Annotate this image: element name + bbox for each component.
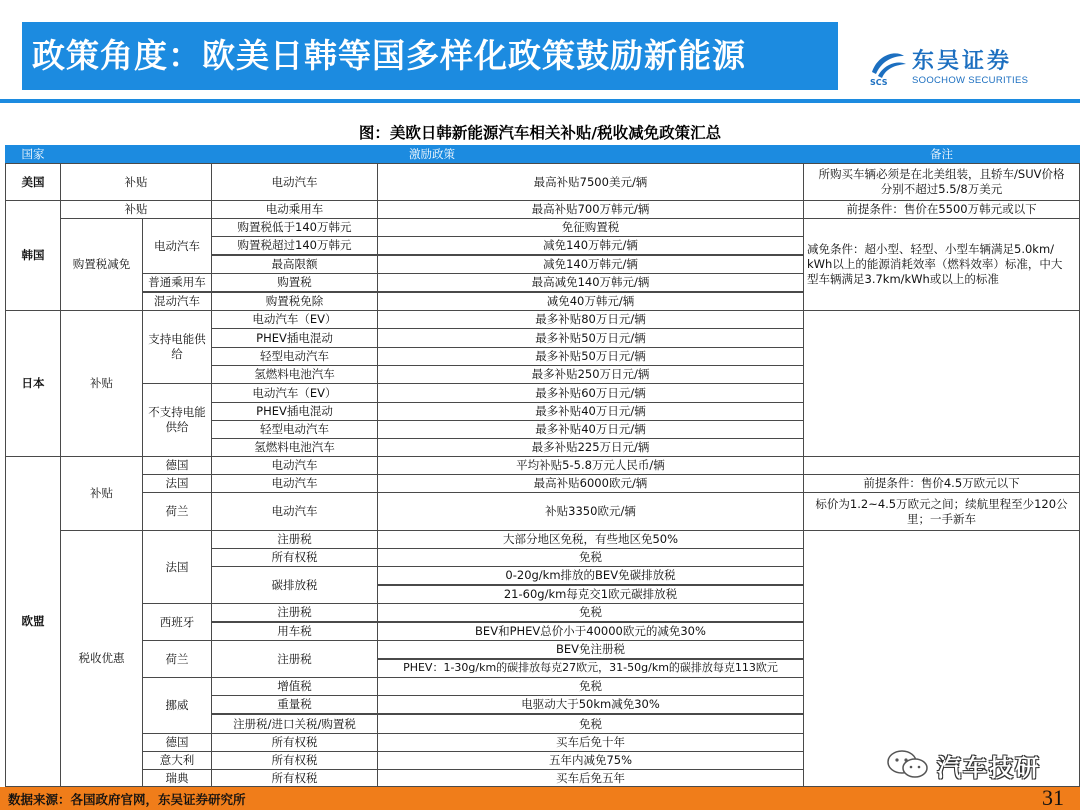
eu-tail-tax-1: 所有权税 — [211, 733, 378, 752]
jp-amount-1: 最多补贴80万日元/辆 — [377, 310, 804, 329]
policy-table — [5, 145, 1080, 787]
watermark-text: 汽车技研 — [937, 754, 1041, 782]
eu-de-amount: 平均补贴5-5.8万元人民币/辆 — [377, 456, 804, 475]
header-note: 备注 — [803, 145, 1080, 164]
kr-sub-note: 前提条件：售价在5500万韩元或以下 — [803, 200, 1080, 219]
jp-amount-5: 最多补贴60万日元/辆 — [377, 383, 804, 403]
kr-ev-cond-2: 购置税超过140万韩元 — [211, 236, 378, 255]
us-amount: 最高补贴7500美元/辆 — [377, 163, 804, 201]
eu-tail-country-1: 德国 — [142, 733, 212, 752]
eu-es-tax-desc-1: 免税 — [377, 603, 804, 622]
kr-ice-cond: 购置税 — [211, 273, 378, 292]
eu-no-tax-3: 注册税/进口关税/购置税 — [211, 714, 378, 734]
eu-tail-tax-2: 所有权税 — [211, 751, 378, 770]
kr-sub-vehicle: 电动乘用车 — [211, 200, 378, 219]
kr-ev-val-3: 减免140万韩元/辆 — [377, 255, 804, 274]
eu-fr-tax-desc-1: 大部分地区免税，有些地区免50% — [377, 530, 804, 549]
jp-vehicle-6: PHEV插电混动 — [211, 402, 378, 421]
eu-tax-es: 西班牙 — [142, 603, 212, 641]
header-country: 国家 — [5, 145, 61, 164]
eu-fr-tax-desc-2: 免税 — [377, 548, 804, 567]
header-divider — [0, 99, 1080, 103]
data-source: 数据来源：各国政府官网，东吴证券研究所 — [8, 792, 246, 807]
kr-tax-type: 购置税减免 — [60, 218, 143, 311]
scs-logo-icon — [868, 46, 908, 86]
jp-vehicle-3: 轻型电动汽车 — [211, 347, 378, 366]
jp-group-no-supply: 不支持电能 供给 — [142, 383, 212, 457]
svg-text:SCS: SCS — [870, 78, 888, 86]
eu-nl-amount: 补贴3350欧元/辆 — [377, 492, 804, 531]
eu-de-note — [803, 456, 1080, 475]
kr-ev-cond-3: 最高限额 — [211, 255, 378, 274]
eu-tax-type: 税收优惠 — [60, 530, 143, 787]
wechat-icon — [885, 748, 931, 782]
jp-vehicle-8: 氢燃料电池汽车 — [211, 438, 378, 457]
us-vehicle: 电动汽车 — [211, 163, 378, 201]
kr-sub-type: 补贴 — [60, 200, 212, 219]
eu-no-tax-desc-2: 电驱动大于50km减免30% — [377, 695, 804, 714]
eu-nl-vehicle: 电动汽车 — [211, 492, 378, 531]
country-us: 美国 — [5, 163, 61, 201]
jp-vehicle-5: 电动汽车（EV） — [211, 383, 378, 403]
eu-tail-desc-1: 买车后免十年 — [377, 733, 804, 752]
eu-tax-no: 挪威 — [142, 677, 212, 734]
jp-vehicle-2: PHEV插电混动 — [211, 328, 378, 348]
jp-amount-8: 最多补贴225万日元/辆 — [377, 438, 804, 457]
eu-tail-tax-3: 所有权税 — [211, 769, 378, 787]
eu-fr-tax-1: 注册税 — [211, 530, 378, 549]
eu-de: 德国 — [142, 456, 212, 475]
country-kr: 韩国 — [5, 200, 61, 311]
eu-fr-note: 前提条件：售价4.5万欧元以下 — [803, 474, 1080, 493]
jp-vehicle-7: 轻型电动汽车 — [211, 420, 378, 439]
footer-bar — [0, 787, 1080, 810]
jp-group-supply: 支持电能供 给 — [142, 310, 212, 384]
logo-english-name: SOOCHOW SECURITIES — [912, 75, 1029, 86]
eu-fr-tax-desc-4: 21-60g/km每克交1欧元碳排放税 — [377, 585, 804, 604]
eu-no-tax-desc-3: 免税 — [377, 714, 804, 734]
kr-ev-val-1: 免征购置税 — [377, 218, 804, 237]
eu-tax-nl: 荷兰 — [142, 640, 212, 678]
eu-nl-tax: 注册税 — [211, 640, 378, 678]
eu-nl: 荷兰 — [142, 492, 212, 531]
jp-amount-4: 最多补贴250万日元/辆 — [377, 365, 804, 384]
company-logo — [868, 44, 1048, 90]
kr-hybrid-cond: 购置税免除 — [211, 292, 378, 311]
jp-type: 补贴 — [60, 310, 143, 457]
eu-no-tax-1: 增值税 — [211, 677, 378, 696]
kr-hybrid-val: 减免40万韩元/辆 — [377, 292, 804, 311]
eu-no-tax-desc-1: 免税 — [377, 677, 804, 696]
eu-fr-tax-3: 碳排放税 — [211, 566, 378, 604]
us-type: 补贴 — [60, 163, 212, 201]
page-number: 31 — [1042, 785, 1064, 810]
country-eu: 欧盟 — [5, 456, 61, 787]
figure-title: 图：美欧日韩新能源汽车相关补贴/税收减免政策汇总 — [358, 124, 722, 142]
logo-chinese-name: 东吴证券 — [912, 49, 1013, 74]
eu-fr-tax-2: 所有权税 — [211, 548, 378, 567]
page-title: 政策角度：欧美日韩等国多样化政策鼓励新能源 — [22, 22, 838, 90]
eu-tax-fr: 法国 — [142, 530, 212, 604]
eu-de-vehicle: 电动汽车 — [211, 456, 378, 475]
eu-fr-tax-desc-3: 0-20g/km排放的BEV免碳排放税 — [377, 566, 804, 585]
eu-tail-country-2: 意大利 — [142, 751, 212, 770]
eu-es-tax-1: 注册税 — [211, 603, 378, 622]
kr-hybrid: 混动汽车 — [142, 292, 212, 311]
eu-fr-amount: 最高补贴6000欧元/辆 — [377, 474, 804, 493]
eu-nl-tax-desc-2: PHEV：1-30g/km的碳排放每克27欧元，31-50g/km的碳排放每克113欧元 — [377, 659, 804, 678]
country-jp: 日本 — [5, 310, 61, 457]
jp-vehicle-1: 电动汽车（EV） — [211, 310, 378, 329]
eu-fr: 法国 — [142, 474, 212, 493]
eu-tail-desc-2: 五年内减免75% — [377, 751, 804, 770]
eu-no-tax-2: 重量税 — [211, 695, 378, 714]
kr-ev-note: 减免条件：超小型、轻型、小型车辆满足5.0km/ kWh以上的能源消耗效率（燃料效率）标准，中大 型车辆满足3.7km/kWh或以上的标准 — [803, 218, 1080, 311]
kr-ev-cond-1: 购置税低于140万韩元 — [211, 218, 378, 237]
eu-nl-note: 标价为1.2~4.5万欧元之间；续航里程至少120公 里；一手新车 — [803, 492, 1080, 531]
eu-tail-desc-3: 买车后免五年 — [377, 769, 804, 787]
jp-vehicle-4: 氢燃料电池汽车 — [211, 365, 378, 384]
wechat-watermark — [885, 744, 1055, 782]
eu-tail-country-3: 瑞典 — [142, 769, 212, 787]
kr-ice-val: 最高减免140万韩元/辆 — [377, 273, 804, 292]
eu-fr-vehicle: 电动汽车 — [211, 474, 378, 493]
eu-sub-type: 补贴 — [60, 456, 143, 531]
jp-amount-3: 最多补贴50万日元/辆 — [377, 347, 804, 366]
kr-sub-amount: 最高补贴700万韩元/辆 — [377, 200, 804, 219]
kr-ice: 普通乘用车 — [142, 273, 212, 292]
kr-ev-val-2: 减免140万韩元/辆 — [377, 236, 804, 255]
eu-es-tax-2: 用车税 — [211, 622, 378, 641]
us-note: 所购买车辆必须是在北美组装，且轿车/SUV价格 分别不超过5.5/8万美元 — [803, 163, 1080, 201]
jp-amount-7: 最多补贴40万日元/辆 — [377, 420, 804, 439]
jp-amount-6: 最多补贴40万日元/辆 — [377, 402, 804, 421]
eu-es-tax-desc-2: BEV和PHEV总价小于40000欧元的减免30% — [377, 622, 804, 641]
jp-amount-2: 最多补贴50万日元/辆 — [377, 328, 804, 348]
header-policy: 激励政策 — [60, 145, 804, 164]
kr-ev: 电动汽车 — [142, 218, 212, 274]
jp-note — [803, 310, 1080, 457]
eu-nl-tax-desc-1: BEV免注册税 — [377, 640, 804, 659]
